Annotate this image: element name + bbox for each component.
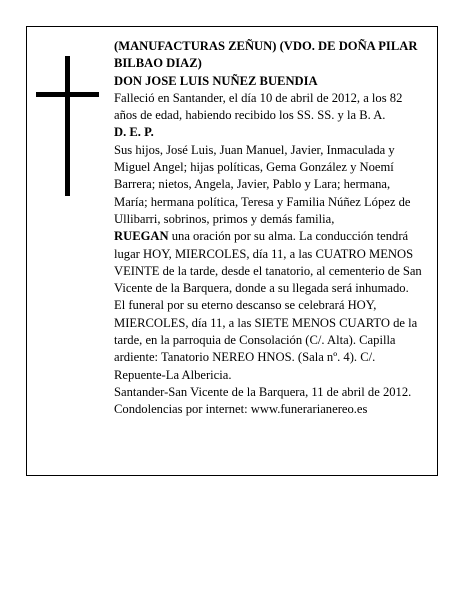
request-paragraph [114,228,422,384]
deceased-name: DON JOSE LUIS NUÑEZ BUENDIA [114,73,318,88]
death-info: Falleció en Santander, el día 10 de abril de 2012, a los 82 años de edad, habiendo recibido los SS. SS. y la B. A. [114,90,403,123]
dep-label: D. E. P. [114,125,154,140]
company-heading: (MANUFACTURAS ZEÑUN) (VDO. DE DOÑA PILAR BILBAO DIAZ) [114,39,418,71]
obituary-text [114,38,422,419]
request-text: una oración por su alma. La conducción tendrá lugar HOY, MIERCOLES, día 11, a las CUATRO MENOS VEINTE de la tarde, desde el tanatorio, al cementerio de San Vicente de la Barquera, donde a su llegada será inhumado. El funeral por su eterno descanso se celebrará HOY, MIERCOLES, día 11, a las SIETE MENOS CUARTO de la tarde, en la parroquia de Consolación (C/. Alta). Capilla ardiente: Tanatorio NEREO HNOS. (Sala nº. 4). C/. Repuente-La Albericia. [114,229,422,382]
place-date: Santander-San Vicente de la Barquera, 11 de abril de 2012. [114,384,412,399]
family-list: Sus hijos, José Luis, Juan Manuel, Javier, Inmaculada y Miguel Angel; hijas políticas, Gema González y Noemí Barrera; nietos, Angela, Javier, Pablo y Lara; hermana, María; hermana política, Teresa y Familia Núñez López de Ullibarri, sobrinos, primos y demás familia, [114,142,411,226]
cross-icon-bar [36,92,99,97]
ruegan-label: RUEGAN [114,229,169,244]
cross-icon [65,56,70,196]
condolences-line: Condolencias por internet: www.funerarianereo.es [114,402,368,417]
